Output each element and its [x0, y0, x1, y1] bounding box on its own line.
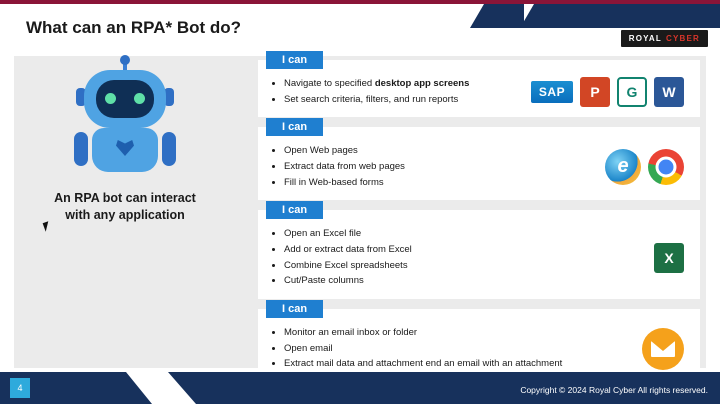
robot-eye-left [105, 93, 116, 104]
robot-arm-left [74, 132, 88, 166]
royal-cyber-logo [621, 30, 708, 47]
block-icons-4 [642, 328, 690, 370]
list-item: • Open an Excel file [284, 226, 654, 242]
robot-caption-line2: with any application [65, 207, 185, 222]
copyright-text: Copyright © 2024 Royal Cyber All rights reserved. [520, 385, 708, 395]
list-item: • Open email [284, 341, 642, 357]
block-icons-2 [605, 149, 690, 185]
list-item: • Set search criteria, filters, and run reports [284, 92, 531, 108]
sap-icon: SAP [531, 81, 573, 103]
list-item: • Extract data from web pages [284, 159, 605, 175]
top-navy-bar-small [470, 4, 524, 28]
list-item: • Add or extract data from Excel [284, 242, 654, 258]
green-g-icon: G [617, 77, 647, 107]
logo-cyber-text: CYBER [665, 34, 700, 43]
capability-block-web [258, 121, 700, 200]
chrome-icon [648, 149, 684, 185]
top-navy-bar [520, 4, 720, 28]
list-item: • Combine Excel spreadsheets [284, 258, 654, 274]
capability-block-desktop [258, 54, 700, 117]
robot-section [10, 60, 240, 290]
email-icon [642, 328, 684, 370]
list-item: • Cut/Paste columns [284, 273, 654, 289]
bold-desktop-app-screens: desktop app screens [374, 78, 470, 89]
robot-caption [54, 190, 196, 224]
slide-footer [0, 372, 720, 404]
block-icons-1 [531, 77, 690, 107]
list-item: • Open Web pages [284, 143, 605, 159]
list-item: • Monitor an email inbox or folder [284, 325, 642, 341]
robot-caption-line1: An RPA bot can interact [54, 191, 196, 205]
top-accent-bar [0, 0, 720, 4]
bullet-list-1 [268, 76, 531, 107]
bullet-list-4 [268, 325, 642, 372]
envelope-shape [651, 341, 675, 357]
internet-explorer-icon: e [605, 149, 641, 185]
robot-arm-right [162, 132, 176, 166]
list-item: • Extract mail data and attachment end an email with an attachment [284, 356, 642, 372]
block-icons-3 [654, 243, 690, 273]
logo-royal-text: ROYAL [628, 34, 662, 43]
robot-antenna-ball [120, 55, 130, 65]
block-tag-4: I can [266, 300, 323, 318]
block-tag-3: I can [266, 201, 323, 219]
excel-icon: X [654, 243, 684, 273]
robot-face [96, 80, 154, 118]
capability-blocks [258, 54, 700, 392]
list-item: • Fill in Web-based forms [284, 175, 605, 191]
block-tag-2: I can [266, 118, 323, 136]
list-item: • Navigate to specified desktop app screens [284, 76, 531, 92]
page-title: What can an RPA* Bot do? [26, 18, 242, 37]
page-number-badge: 4 [10, 378, 30, 398]
robot-eye-right [134, 93, 145, 104]
robot-illustration-icon [70, 60, 180, 180]
word-icon: W [654, 77, 684, 107]
powerpoint-icon: P [580, 77, 610, 107]
bullet-list-2 [268, 143, 605, 190]
capability-block-excel [258, 204, 700, 299]
block-tag-1: I can [266, 51, 323, 69]
bullet-list-3 [268, 226, 654, 289]
